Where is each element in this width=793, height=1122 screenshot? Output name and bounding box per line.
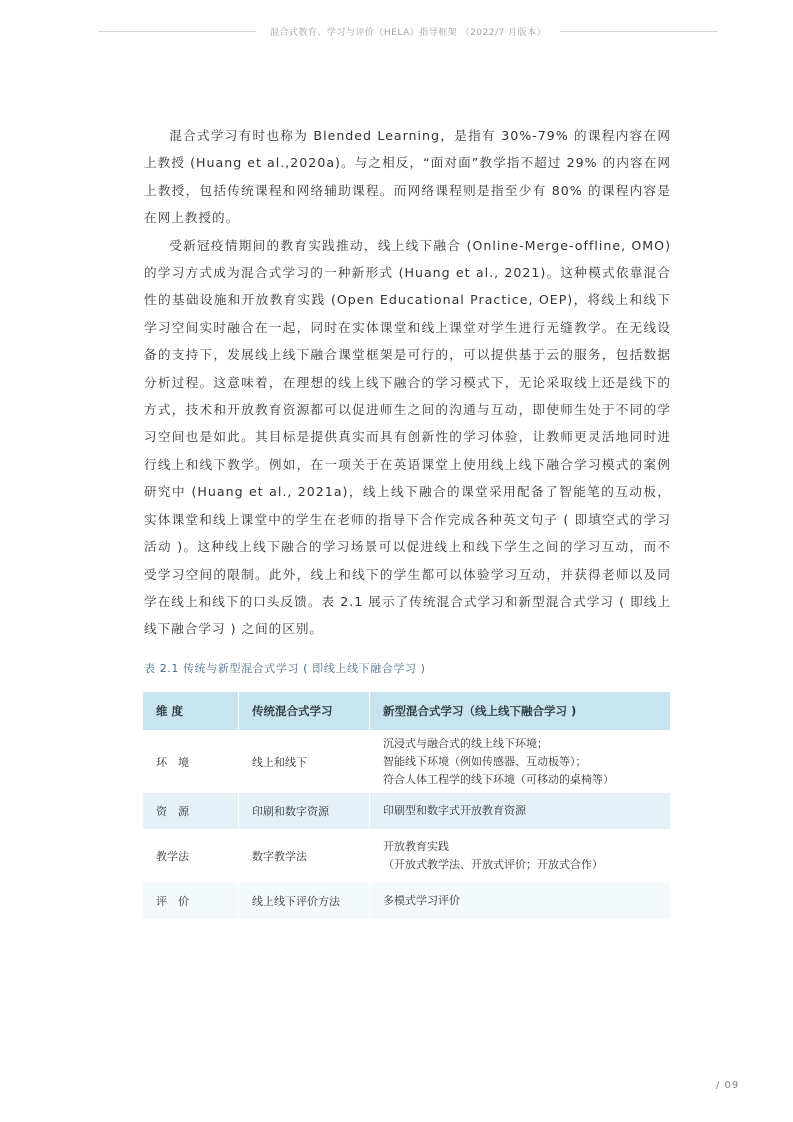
table-row: [143, 730, 670, 793]
cell-line: 印刷型和数字式开放教育资源: [383, 804, 526, 817]
cell-line: 智能线下环境（例如传感器、互动板等）；: [383, 754, 587, 768]
table-row: [143, 829, 670, 883]
cell-line: 多模式学习评价: [383, 894, 460, 907]
cell-dimension: 评 价: [143, 883, 239, 919]
body-text: [144, 122, 671, 643]
cell-dimension: 环 境: [143, 730, 239, 793]
cell-new: [370, 730, 671, 793]
cell-traditional: 线上线下评价方法: [239, 883, 370, 919]
cell-traditional: 印刷和数字资源: [239, 793, 370, 829]
cell-dimension: 资 源: [143, 793, 239, 829]
table-caption: 表 2.1 传统与新型混合式学习 ( 即线上线下融合学习 ): [144, 662, 426, 675]
cell-new: [370, 829, 671, 883]
cell-traditional: 线上和线下: [239, 730, 370, 793]
cell-new: [370, 883, 671, 919]
header-dimension: 维 度: [143, 692, 239, 730]
cell-line: 符合人体工程学的线下环境（可移动的桌椅等）: [383, 772, 614, 786]
paragraph-blended-definition: 混合式学习有时也称为 Blended Learning，是指有 30%-79% 的课程内容在网上教授 (Huang et al.,2020a)。与之相反，“面对面”教学指不超过 29% 的内容在网上教授，包括传统课程和网络辅助课程。而网络课程则是指至少有 80% 的课程内容是在网上教授的。: [144, 128, 671, 226]
header-traditional: 传统混合式学习: [239, 692, 370, 730]
table-row: [143, 793, 670, 829]
header-new: 新型混合式学习（线上线下融合学习 ): [383, 704, 577, 718]
cell-dimension: 教学法: [143, 829, 239, 883]
table-row: [143, 883, 670, 919]
running-header: [98, 24, 718, 38]
cell-line: 开放教育实践: [383, 840, 449, 853]
cell-traditional: 数字教学法: [239, 829, 370, 883]
header-title: 混合式教育、学习与评价（HELA）指导框架 （2022/7 月版本）: [269, 27, 547, 38]
table-header-row: [143, 692, 670, 730]
header-rule-right: [560, 31, 718, 32]
page-number: / 09: [716, 1080, 740, 1091]
comparison-table: [143, 692, 670, 919]
cell-line: （开放式教学法、开放式评价；开放式合作）: [383, 858, 603, 871]
cell-line: 沉浸式与融合式的线上线下环境；: [383, 736, 548, 750]
paragraph-omo: 受新冠疫情期间的教育实践推动，线上线下融合 (Online-Merge-offline, OMO) 的学习方式成为混合式学习的一种新形式 (Huang et al., 2021)。这种模式依靠混合性的基础设施和开放教育实践 (Open Educational Practice, OEP)，将线上和线下学习空间实时融合在一起，同时在实体课堂和线上课堂对学生进行无缝教学。在无线设备的支持下，发展线上线下融合课堂框架是可行的，可以提供基于云的服务，包括数据分析过程。这意味着，在理想的线上线下融合的学习模式下，无论采取线上还是线下的方式，技术和开放教育资源都可以促进师生之间的沟通与互动，即使师生处于不同的学习空间也是如此。其目标是提供真实而具有创新性的学习体验，让教师更灵活地同时进行线上和线下教学。例如，在一项关于在英语课堂上使用线上线下融合学习模式的案例研究中 (Huang et al., 2021a)，线上线下融合的课堂采用配备了智能笔的互动板，实体课堂和线上课堂中的学生在老师的指导下合作完成各种英文句子 ( 即填空式的学习活动 )。这种线上线下融合的学习场景可以促进线上和线下学生之间的学习互动，而不受学习空间的限制。此外，线上和线下的学生都可以体验学习互动，并获得老师以及同学在线上和线下的口头反馈。表 2.1 展示了传统混合式学习和新型混合式学习 ( 即线上线下融合学习 ) 之间的区别。: [144, 237, 671, 637]
cell-new: [370, 793, 671, 829]
header-rule-left: [98, 31, 256, 32]
